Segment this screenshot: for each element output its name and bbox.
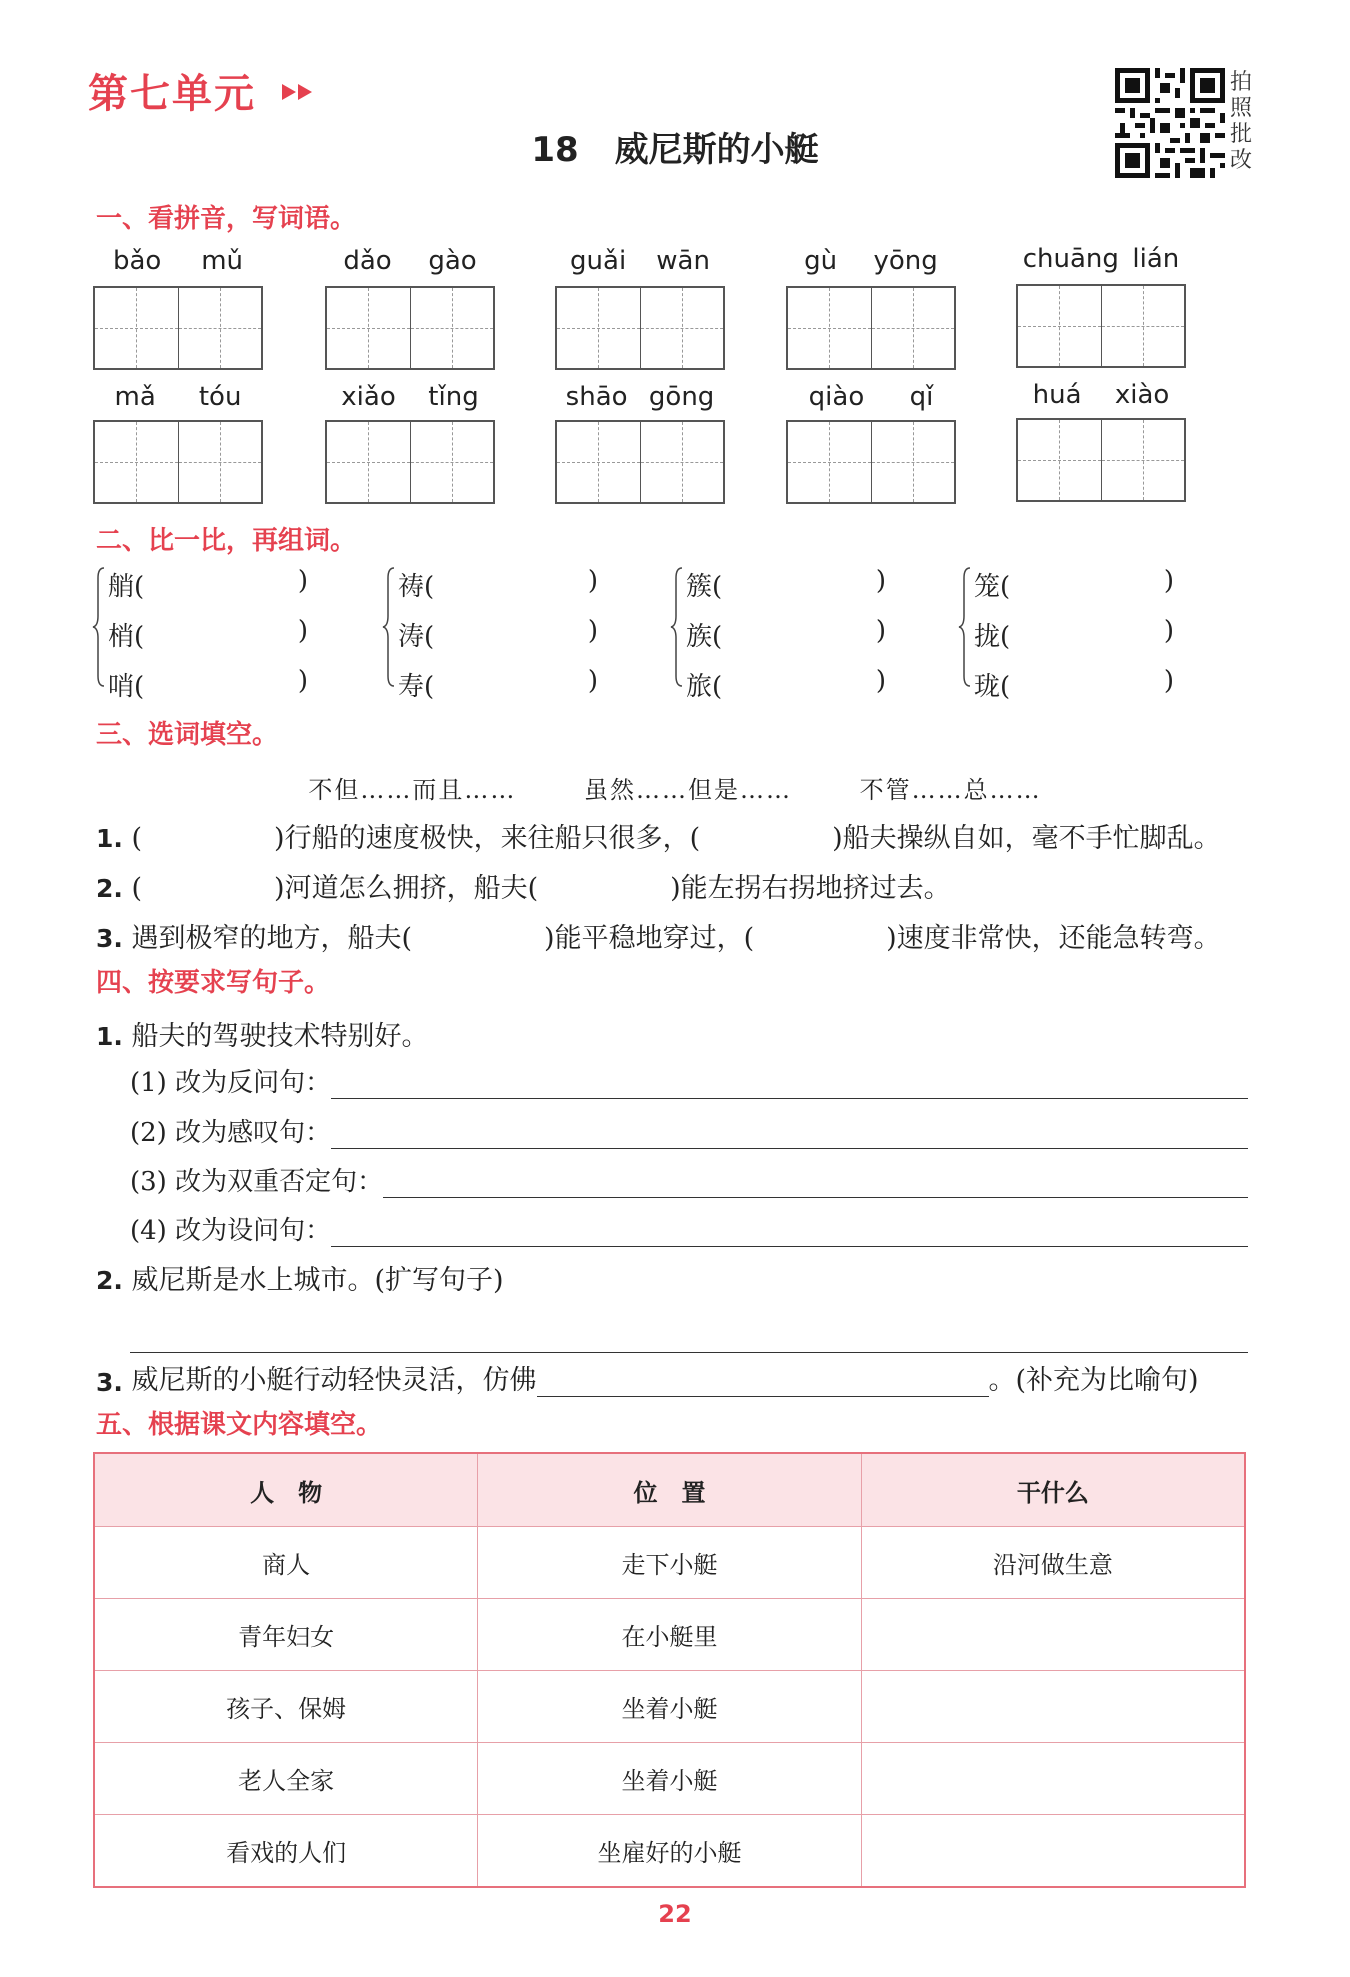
rewrite-question-3: 3. 威尼斯的小艇行动轻快灵活，仿佛 。(补充为比喻句)	[96, 1365, 1199, 1397]
compare-item[interactable]: 艄( )	[108, 566, 308, 602]
compare-item[interactable]: 寿( )	[398, 666, 598, 702]
fill-question-2: 2. ( )河道怎么拥挤，船夫( )能左拐右拐地挤过去。	[96, 873, 951, 904]
section-3-title: 三、选词填空。	[96, 720, 279, 750]
table-row	[94, 1671, 1245, 1743]
writing-grid[interactable]	[325, 286, 495, 370]
table-row	[94, 1815, 1245, 1888]
table-cell: 商人	[94, 1527, 478, 1599]
table-cell: 青年妇女	[94, 1599, 478, 1671]
fill-question-1: 1. ( )行船的速度极快，来往船只很多，( )船夫操纵自如，毫不手忙脚乱。	[96, 823, 1221, 854]
brace-icon	[92, 566, 106, 688]
answer-line[interactable]	[130, 1324, 1248, 1353]
brace-icon	[382, 566, 396, 688]
table-row	[94, 1527, 1245, 1599]
writing-grid[interactable]	[1016, 418, 1186, 502]
rewrite-sub-2: (2) 改为感叹句：	[130, 1112, 1248, 1149]
compare-item[interactable]: 祷( )	[398, 566, 598, 602]
table-cell: 走下小艇	[478, 1527, 862, 1599]
pinyin-label: gù yōng	[804, 246, 938, 276]
writing-grid[interactable]	[93, 286, 263, 370]
answer-line[interactable]	[331, 1218, 1248, 1247]
table-cell: 坐着小艇	[478, 1671, 862, 1743]
double-arrow-icon	[280, 80, 320, 104]
writing-grid[interactable]	[555, 420, 725, 504]
pinyin-label: xiǎo tǐng	[341, 382, 479, 412]
table-cell: 在小艇里	[478, 1599, 862, 1671]
qr-caption-char: 照	[1230, 96, 1253, 121]
compare-item[interactable]: 笼( )	[974, 566, 1174, 602]
rewrite-question-1: 1. 船夫的驾驶技术特别好。	[96, 1021, 429, 1052]
column-header: 干什么	[861, 1453, 1245, 1527]
choice-1: 不但……而且……	[308, 776, 517, 804]
writing-grid[interactable]	[93, 420, 263, 504]
table-row	[94, 1743, 1245, 1815]
pinyin-label: chuāng lián	[1022, 244, 1180, 274]
compare-item[interactable]: 族( )	[686, 616, 886, 652]
unit-title: 第七单元	[88, 71, 256, 117]
compare-item[interactable]: 梢( )	[108, 616, 308, 652]
table-cell: 坐着小艇	[478, 1743, 862, 1815]
answer-cell[interactable]	[861, 1815, 1245, 1888]
table-row	[94, 1599, 1245, 1671]
compare-group	[382, 566, 598, 702]
table-cell: 坐雇好的小艇	[478, 1815, 862, 1888]
rewrite-sub-3: (3) 改为双重否定句：	[130, 1161, 1248, 1198]
lesson-name: 威尼斯的小艇	[614, 130, 819, 170]
compare-item[interactable]: 涛( )	[398, 616, 598, 652]
fill-question-3: 3. 遇到极窄的地方，船夫( )能平稳地穿过，( )速度非常快，还能急转弯。	[96, 923, 1221, 954]
qr-caption-char: 批	[1230, 122, 1253, 147]
writing-grid[interactable]	[325, 420, 495, 504]
rewrite-sub-1: (1) 改为反问句：	[130, 1062, 1248, 1099]
answer-line[interactable]	[331, 1070, 1248, 1099]
compare-item[interactable]: 旅( )	[686, 666, 886, 702]
pinyin-label: mǎ tóu	[114, 382, 242, 412]
column-header: 位 置	[478, 1453, 862, 1527]
pinyin-label: qiào qǐ	[808, 382, 934, 412]
answer-line[interactable]	[383, 1169, 1248, 1198]
compare-group	[958, 566, 1174, 702]
table-cell: 孩子、保姆	[94, 1671, 478, 1743]
compare-item[interactable]: 哨( )	[108, 666, 308, 702]
compare-item[interactable]: 拢( )	[974, 616, 1174, 652]
compare-group	[92, 566, 308, 702]
column-header: 人 物	[94, 1453, 478, 1527]
choice-2: 虽然……但是……	[584, 776, 792, 804]
qr-code-icon[interactable]	[1115, 68, 1225, 178]
writing-grid[interactable]	[786, 286, 956, 370]
table-cell: 看戏的人们	[94, 1815, 478, 1888]
page-number: 22	[658, 1900, 692, 1928]
table-cell: 沿河做生意	[861, 1527, 1245, 1599]
compare-item[interactable]: 珑( )	[974, 666, 1174, 702]
pinyin-label: guǎi wān	[570, 246, 710, 276]
answer-cell[interactable]	[861, 1671, 1245, 1743]
qr-caption-char: 改	[1230, 148, 1253, 173]
qr-caption	[1230, 70, 1256, 174]
pinyin-label: bǎo mǔ	[112, 246, 244, 276]
brace-icon	[958, 566, 972, 688]
pinyin-label: huá xiào	[1032, 380, 1170, 410]
section-1-title: 一、看拼音，写词语。	[96, 204, 357, 234]
pinyin-label: shāo gōng	[565, 382, 715, 412]
table-cell: 老人全家	[94, 1743, 478, 1815]
word-choices	[0, 770, 1350, 805]
brace-icon	[670, 566, 684, 688]
writing-grid[interactable]	[555, 286, 725, 370]
qr-caption-char: 拍	[1230, 70, 1253, 95]
section-4-title: 四、按要求写句子。	[96, 968, 331, 998]
table-header-row	[94, 1453, 1245, 1527]
pinyin-label: dǎo gào	[343, 246, 477, 276]
section-5-title: 五、根据课文内容填空。	[96, 1410, 383, 1440]
writing-grid[interactable]	[1016, 284, 1186, 368]
rewrite-sub-4: (4) 改为设问句：	[130, 1210, 1248, 1247]
content-table	[93, 1452, 1246, 1888]
rewrite-question-2: 2. 威尼斯是水上城市。(扩写句子)	[96, 1265, 504, 1296]
answer-cell[interactable]	[861, 1599, 1245, 1671]
section-2-title: 二、比一比，再组词。	[96, 526, 357, 556]
writing-grid[interactable]	[786, 420, 956, 504]
compare-group	[670, 566, 886, 702]
answer-line[interactable]	[331, 1120, 1248, 1149]
choice-3: 不管……总……	[859, 776, 1042, 804]
answer-cell[interactable]	[861, 1743, 1245, 1815]
compare-item[interactable]: 簇( )	[686, 566, 886, 602]
answer-line[interactable]	[537, 1368, 989, 1397]
lesson-number: 18	[531, 130, 579, 170]
